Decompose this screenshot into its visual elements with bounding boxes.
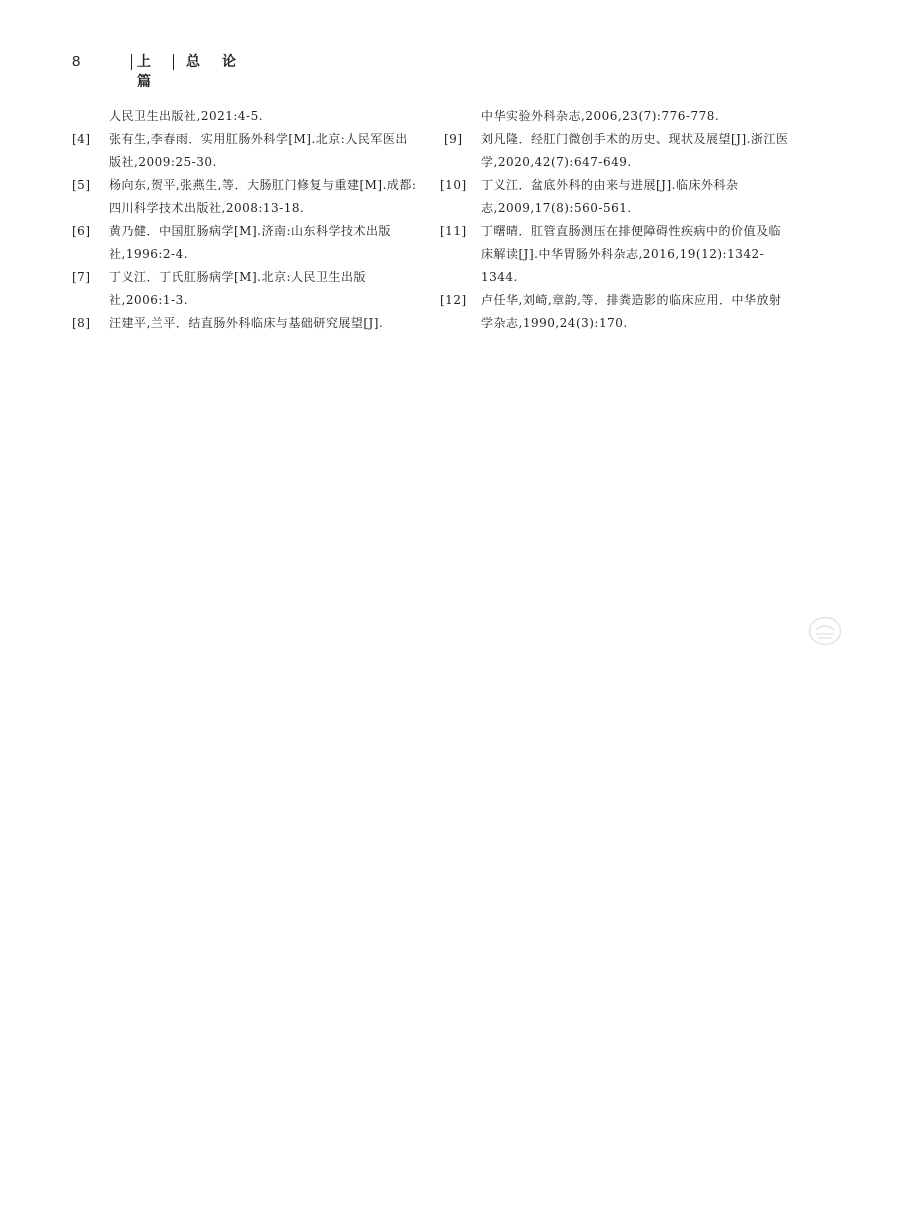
reference-text: 张有生,李春雨．实用肛肠外科学[M].北京:人民军医出版社,2009:25-30.	[109, 132, 408, 169]
reference-item-11	[440, 220, 792, 289]
reference-list-left	[72, 105, 420, 335]
reference-text: 刘凡隆．经肛门微创手术的历史、现状及展望[J].浙江医学,2020,42(7):647-649.	[481, 132, 789, 169]
reference-number: [10]	[440, 178, 467, 192]
reference-text: 丁曙晴．肛管直肠测压在排便障碍性疾病中的价值及临床解读[J].中华胃肠外科杂志,2016,19(12):1342-1344.	[481, 224, 782, 284]
reference-number: [6]	[72, 224, 91, 238]
reference-text: 中华实验外科杂志,2006,23(7):776-778.	[481, 109, 720, 123]
reference-item-12	[440, 289, 792, 335]
reference-item-6	[72, 220, 420, 266]
reference-list-right	[440, 105, 792, 335]
page-number: 8	[72, 53, 81, 70]
reference-text: 黄乃健．中国肛肠病学[M].济南:山东科学技术出版社,1996:2-4.	[109, 224, 392, 261]
reference-item-9	[444, 128, 792, 174]
part-label: 上篇	[137, 54, 151, 90]
header-divider	[173, 54, 174, 70]
reference-number: [8]	[72, 316, 91, 330]
publisher-seal-icon	[808, 616, 842, 646]
reference-number: [5]	[72, 178, 91, 192]
reference-text: 丁义江．盆底外科的由来与进展[J].临床外科杂志,2009,17(8):560-561.	[481, 178, 739, 215]
reference-item-10	[440, 174, 792, 220]
reference-item-7	[72, 266, 420, 312]
reference-number: [11]	[440, 224, 467, 238]
reference-text: 汪建平,兰平．结直肠外科临床与基础研究展望[J].	[109, 316, 384, 330]
reference-item-4	[72, 128, 420, 174]
reference-number: [7]	[72, 270, 91, 284]
reference-item-continued	[444, 105, 792, 128]
reference-number: [12]	[440, 293, 467, 307]
header-divider	[131, 54, 132, 70]
reference-text: 丁义江．丁氏肛肠病学[M].北京:人民卫生出版社,2006:1-3.	[109, 270, 367, 307]
reference-number: [9]	[444, 132, 463, 146]
reference-number: [4]	[72, 132, 91, 146]
reference-item-continued	[72, 105, 420, 128]
chapter-title: 总论	[186, 54, 258, 70]
reference-text: 人民卫生出版社,2021:4-5.	[109, 109, 264, 123]
reference-item-5	[72, 174, 420, 220]
reference-text: 杨向东,贺平,张燕生,等．大肠肛门修复与重建[M].成都:四川科学技术出版社,2008:13-18.	[109, 178, 417, 215]
reference-text: 卢任华,刘崎,章韵,等．排粪造影的临床应用．中华放射学杂志,1990,24(3):170.	[481, 293, 782, 330]
reference-item-8	[72, 312, 420, 335]
